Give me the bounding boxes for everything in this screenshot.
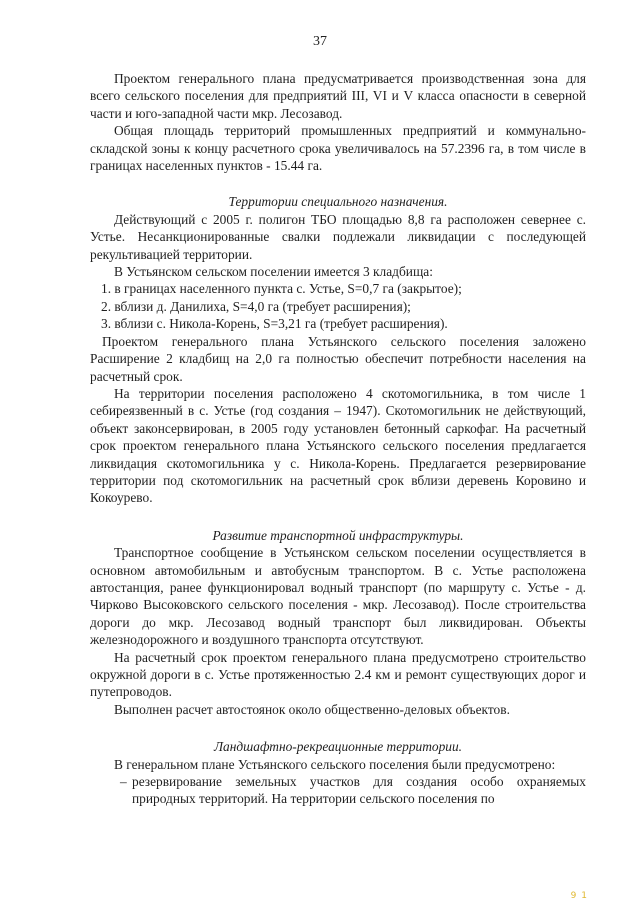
heading-landscape: Ландшафтно-рекреационные территории. [213,739,463,755]
paragraph-landscape-intro: В генеральном плане Устьянского сельского поселения были предусмотрено: [114,756,556,772]
list-item-cemetery-3: 3. вблизи с. Никола-Корень, S=3,21 га (требует расширения). [101,316,448,332]
paragraph-transport-plan: На расчетный срок проектом генерального плана предусмотрено строительство окружной дороги в с. Устье протяженностью 2.4 км и ремонт существующих дорог и путепроводов. [90,649,586,700]
paragraph-transport-current: Транспортное сообщение в Устьянском сельском поселении осуществляется в основном автомобильным и автобусным транспортом. В с. Устье расположена автостанция, ранее функционировал водный транспорт (по маршруту с. Устье - д. Чирково Высоковского сельского поселения - мкр. Лесозавод). После строительства дороги до мкр. Лесозавод водный транспорт был ликвидирован. Объекты железнодорожного и воздушного транспорта отсутствуют. [90,545,586,648]
paragraph-parking: Выполнен расчет автостоянок около общественно-деловых объектов. [114,701,510,717]
dash-marker: – [120,774,127,790]
document-body [90,70,586,808]
spacer [90,718,586,738]
paragraph-production-zone: Проектом генерального плана предусматривается производственная зона для всего сельского поселения для предприятий III, VI и V класса опасности в северной части и юго-западной части мкр. Лесозавод. [90,71,586,121]
paragraph-industrial-area: Общая площадь территорий промышленных предприятий и коммунально-складской зоны к концу расчетного срока увеличивалось на 57.2396 га, в том числе в границах населенных пунктов - 15.44 га. [90,123,586,174]
spacer [90,174,586,193]
paragraph-landfill: Действующий с 2005 г. полигон ТБО площадью 8,8 га расположен севернее с. Устье. Несанкционированные свалки подлежали ликвидации с последующей рекультивацией территории. [90,211,586,262]
list-item-cemetery-1: 1. в границах населенного пункта с. Устье, S=0,7 га (закрытое); [101,281,462,297]
page-number: 37 [313,34,327,49]
heading-special-territories: Территории специального назначения. [228,194,448,210]
spacer [90,507,586,527]
paragraph-cemeteries-intro: В Устьянском сельском поселении имеется 3 кладбища: [114,264,433,280]
list-item-cemetery-2: 2. вблизи д. Данилиха, S=4,0 га (требует расширения); [101,298,411,314]
heading-transport: Развитие транспортной инфраструктуры. [212,527,464,543]
paragraph-cemetery-expansion: Проектом генерального плана Устьянского сельского поселения заложено Расширение 2 кладбищ на 2,0 га полностью обеспечит потребности населения на расчетный срок. [90,333,586,384]
paragraph-cattle-burial: На территории поселения расположено 4 скотомогильника, в том числе 1 себиреязвенный в с. Устье (год создания – 1947). Скотомогильник не действующий, объект законсервирован, в 2005 году установлен бетонный саркофаг. На расчетный срок проектом генерального плана Устьянского сельского поселения предлагается ликвидация скотомогильника у с. Никола-Корень. Предлагается резервирование территории под скотомогильник на расчетный срок вблизи деревень Коровино и Кокоурево. [90,385,586,506]
list-item-text: резервирование земельных участков для создания особо охраняемых природных территорий. На территории сельского поселения по [132,774,586,807]
page-stamp: 9 1 [570,891,588,901]
list-item-reserve-land [120,773,586,808]
